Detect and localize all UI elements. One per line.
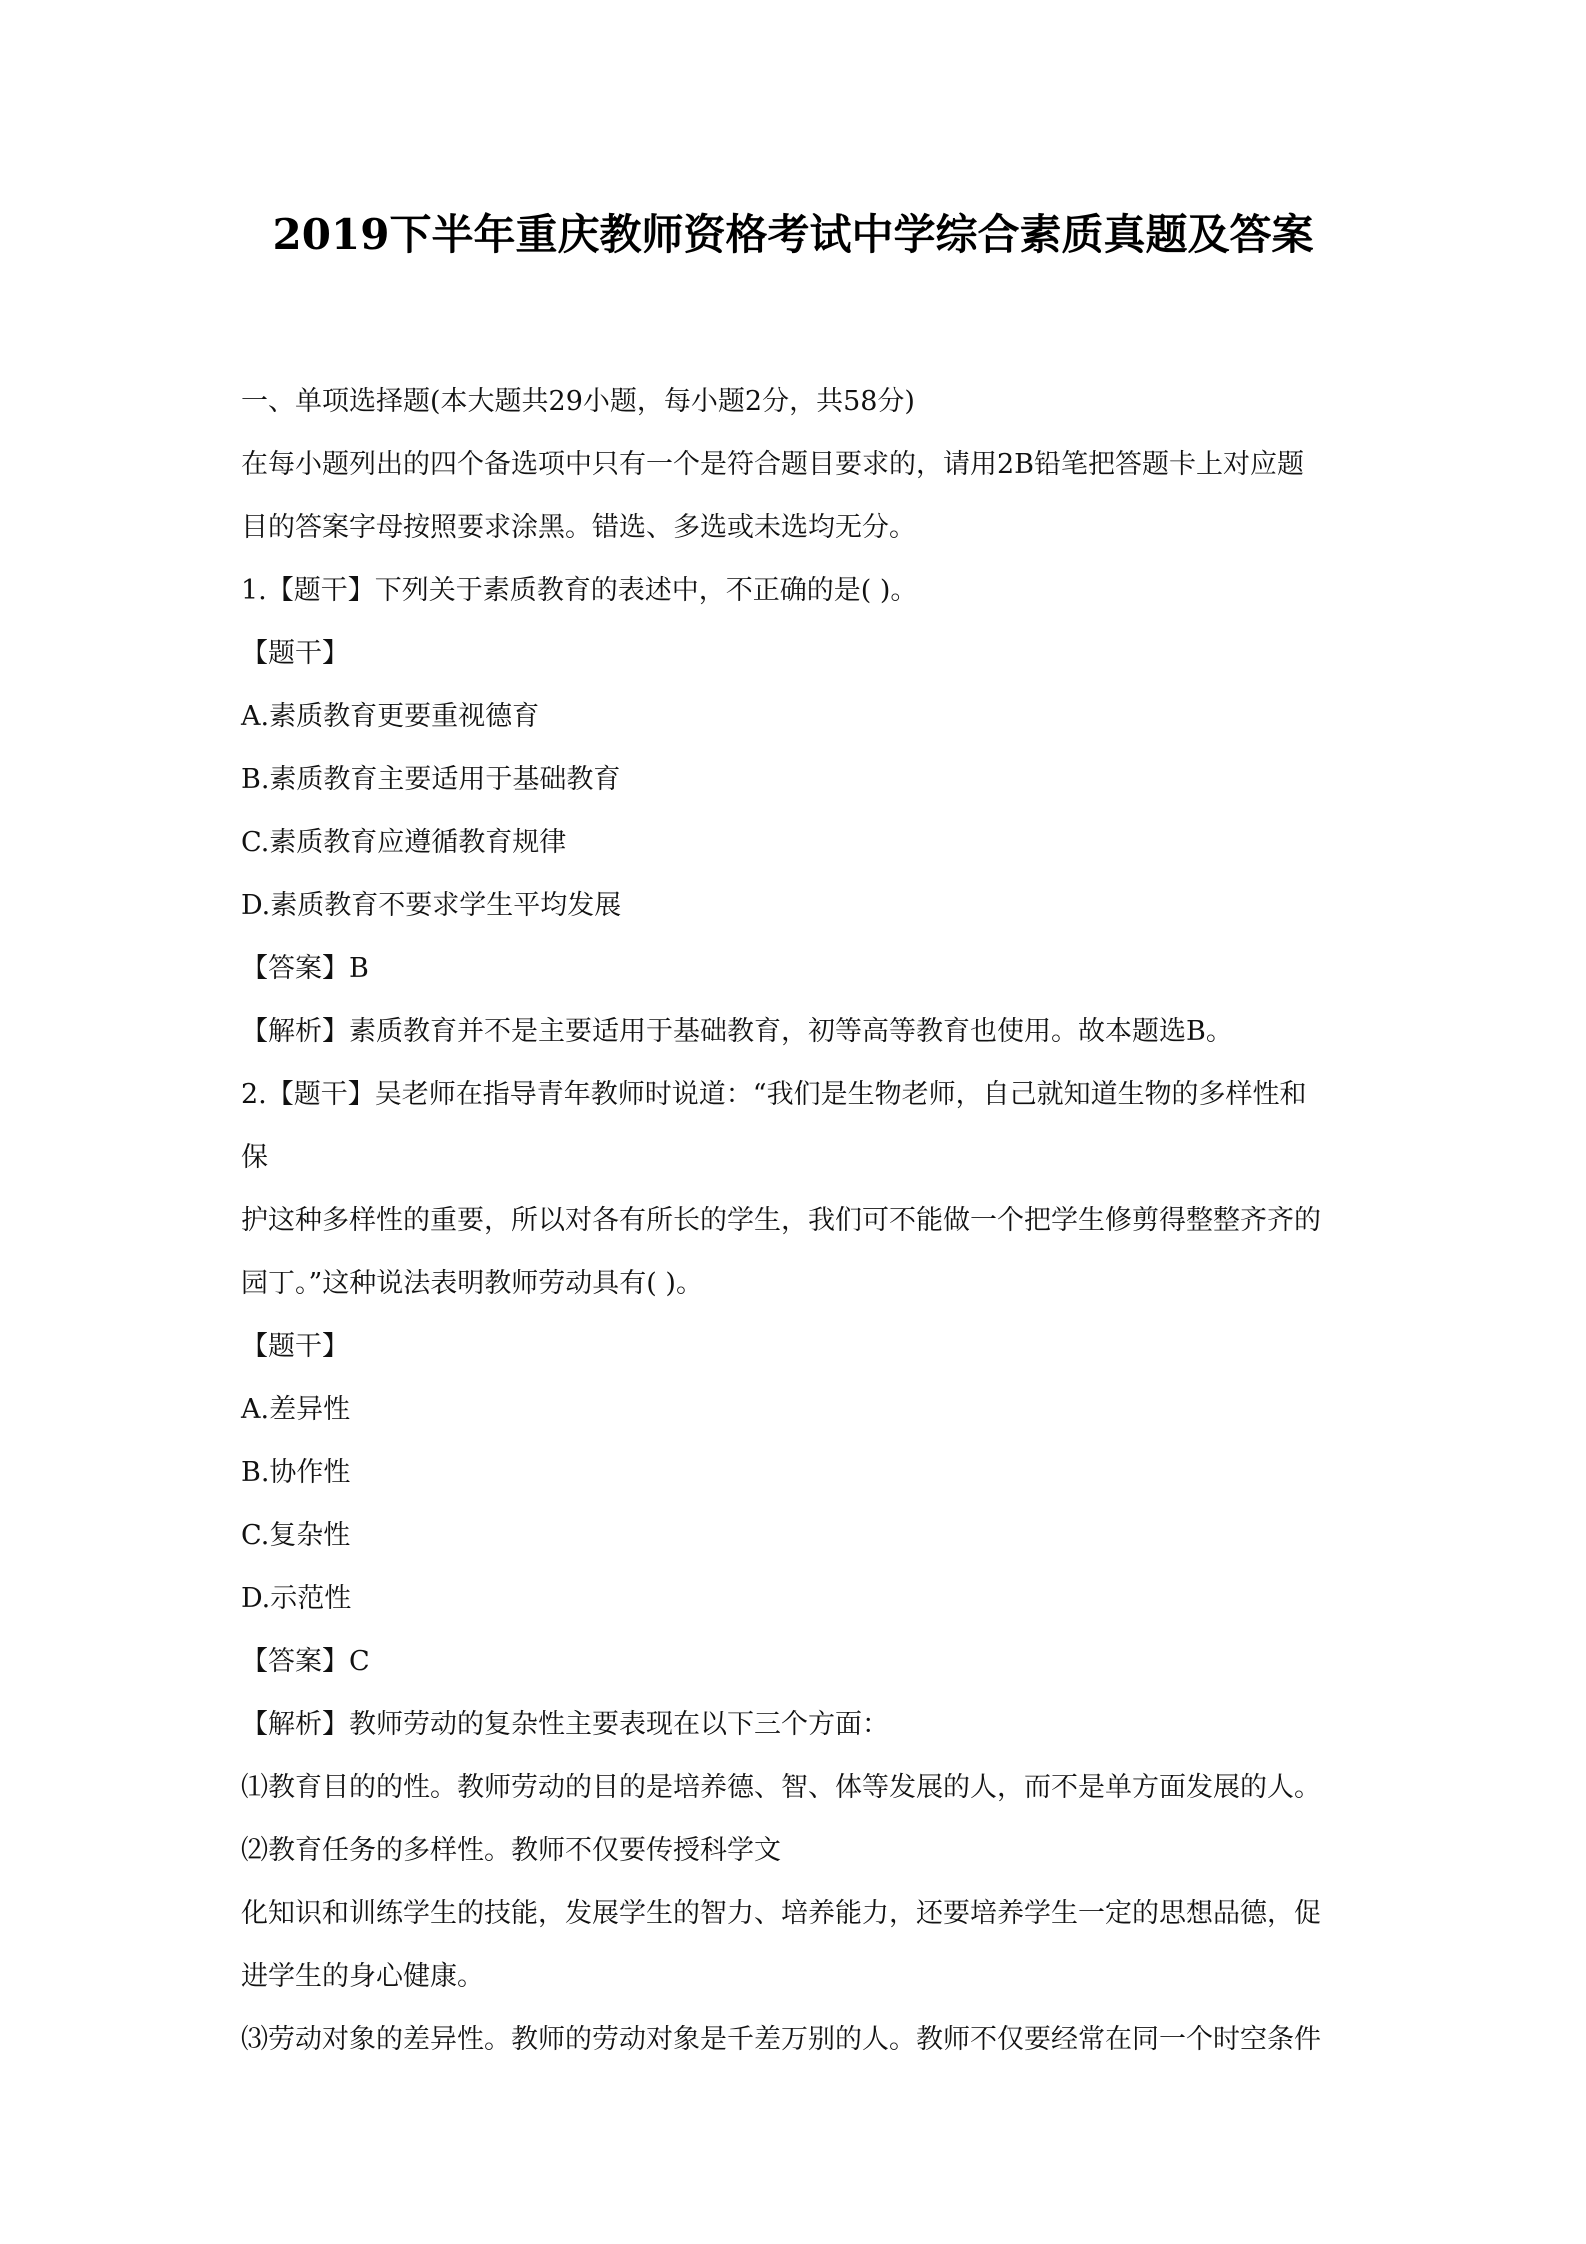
question-2-analysis: 【解析】教师劳动的复杂性主要表现在以下三个方面：: [241, 1709, 889, 1740]
analysis-point: 化知识和训练学生的技能，发展学生的智力、培养能力，还要培养学生一定的思想品德，促: [241, 1898, 1321, 1929]
question-2-option-d: D.示范性: [241, 1583, 352, 1614]
section-heading: 一、单项选择题(本大题共29小题，每小题2分，共58分): [241, 386, 915, 417]
question-1-stem: 1.【题干】下列关于素质教育的表述中，不正确的是( )。: [241, 575, 918, 606]
question-1-label: 【题干】: [241, 638, 349, 669]
question-2-stem: 2.【题干】吴老师在指导青年教师时说道：“我们是生物老师，自己就知道生物的多样性和: [241, 1079, 1307, 1110]
analysis-point: ⑵教育任务的多样性。教师不仅要传授科学文: [241, 1835, 781, 1866]
analysis-point: ⑶劳动对象的差异性。教师的劳动对象是千差万别的人。教师不仅要经常在同一个时空条件: [241, 2024, 1321, 2055]
page-title: 2019下半年重庆教师资格考试中学综合素质真题及答案: [272, 210, 1314, 259]
question-2-option-c: C.复杂性: [241, 1520, 351, 1551]
instruction-line: 目的答案字母按照要求涂黑。错选、多选或未选均无分。: [241, 512, 916, 543]
question-2-label: 【题干】: [241, 1331, 349, 1362]
instruction-line: 在每小题列出的四个备选项中只有一个是符合题目要求的，请用2B铅笔把答题卡上对应题: [241, 449, 1305, 480]
question-1-answer: 【答案】B: [241, 953, 369, 984]
question-1-option-c: C.素质教育应遵循教育规律: [241, 827, 567, 858]
question-1-analysis: 【解析】素质教育并不是主要适用于基础教育，初等高等教育也使用。故本题选B。: [241, 1016, 1233, 1047]
question-2-stem: 护这种多样性的重要，所以对各有所长的学生，我们可不能做一个把学生修剪得整整齐齐的: [241, 1205, 1321, 1236]
question-1-option-a: A.素质教育更要重视德育: [241, 701, 540, 732]
question-2-option-b: B.协作性: [241, 1457, 351, 1488]
question-2-answer: 【答案】C: [241, 1646, 370, 1677]
question-2-stem: 保: [241, 1142, 268, 1173]
question-2-stem: 园丁。”这种说法表明教师劳动具有( )。: [241, 1268, 703, 1299]
analysis-point: ⑴教育目的的性。教师劳动的目的是培养德、智、体等发展的人，而不是单方面发展的人。: [241, 1772, 1321, 1803]
question-1-option-d: D.素质教育不要求学生平均发展: [241, 890, 622, 921]
document-body: [241, 370, 1361, 2071]
question-2-option-a: A.差异性: [241, 1394, 351, 1425]
analysis-point: 进学生的身心健康。: [241, 1961, 484, 1992]
question-1-option-b: B.素质教育主要适用于基础教育: [241, 764, 621, 795]
